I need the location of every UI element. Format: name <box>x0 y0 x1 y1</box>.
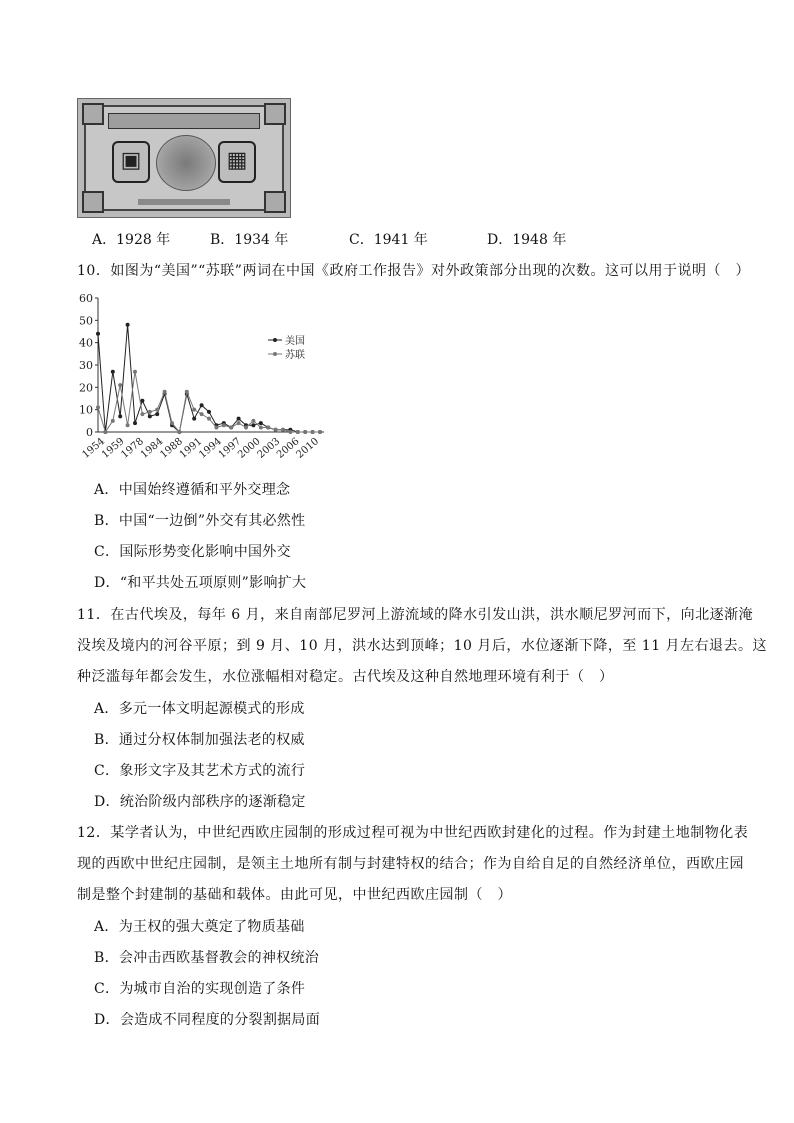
banknote-banner <box>108 113 260 129</box>
q10-option-a[interactable]: A．中国始终遵循和平外交理念 <box>94 482 291 498</box>
series-point-1 <box>177 430 181 434</box>
series-point-0 <box>155 412 159 416</box>
series-point-1 <box>259 426 263 430</box>
series-point-1 <box>148 410 152 414</box>
series-point-1 <box>133 370 137 374</box>
q12-stem-line-3: 制是整个封建制的基础和载体。由此可见，中世纪西欧庄园制（ ） <box>77 887 512 903</box>
q10-line-chart <box>72 288 332 468</box>
y-tick-label: 40 <box>79 336 93 350</box>
q11-stem-line-2: 没埃及境内的河谷平原；到 9 月、10 月，洪水达到顶峰；10 月后，水位逐渐下降，至 11 月左右退去。这 <box>77 638 768 654</box>
series-point-1 <box>96 405 100 409</box>
series-point-1 <box>126 423 130 427</box>
series-point-1 <box>222 423 226 427</box>
y-tick-label: 50 <box>79 314 93 328</box>
q10-option-b[interactable]: B．中国“一边倒”外交有其必然性 <box>94 513 306 529</box>
series-point-1 <box>163 390 167 394</box>
series-point-1 <box>266 426 270 430</box>
series-point-0 <box>148 414 152 418</box>
banknote-seal-right: ▦ <box>218 141 256 183</box>
x-tick-label: 1978 <box>119 436 146 461</box>
q10-option-c[interactable]: C．国际形势变化影响中国外交 <box>94 544 291 560</box>
series-point-0 <box>200 403 204 407</box>
series-point-1 <box>103 430 107 434</box>
series-point-1 <box>207 417 211 421</box>
x-tick-label: 1954 <box>80 436 108 461</box>
banknote-corner <box>82 103 104 125</box>
q10-stem: 10．如图为“美国”“苏联”两词在中国《政府工作报告》对外政策部分出现的次数。这可以用于说明（ ） <box>77 263 750 279</box>
y-tick-label: 60 <box>79 292 93 305</box>
series-point-1 <box>311 430 315 434</box>
banknote-bottom-strip <box>138 199 230 205</box>
series-point-0 <box>251 423 255 427</box>
chart-svg <box>72 288 332 468</box>
series-point-0 <box>237 417 241 421</box>
series-point-1 <box>251 419 255 423</box>
series-point-0 <box>259 421 263 425</box>
series-point-1 <box>229 426 233 430</box>
series-point-1 <box>140 412 144 416</box>
x-tick-label: 1997 <box>216 436 244 461</box>
y-tick-label: 20 <box>79 381 93 395</box>
series-point-1 <box>303 430 307 434</box>
series-point-1 <box>281 428 285 432</box>
q11-option-d[interactable]: D．统治阶级内部秩序的逐渐稳定 <box>94 794 306 810</box>
series-point-0 <box>192 417 196 421</box>
series-point-1 <box>274 428 278 432</box>
q12-stem-line-1: 12．某学者认为，中世纪西欧庄园制的形成过程可视为中世纪西欧封建化的过程。作为封建土地制物化表 <box>77 825 749 841</box>
q12-option-b[interactable]: B．会冲击西欧基督教会的神权统治 <box>94 950 320 966</box>
legend-marker-0 <box>273 338 277 342</box>
q12-option-c[interactable]: C．为城市自治的实现创造了条件 <box>94 981 306 997</box>
q12-option-a[interactable]: A．为王权的强大奠定了物质基础 <box>94 919 305 935</box>
q11-stem-line-3: 种泛滥每年都会发生，水位涨幅相对稳定。古代埃及这种自然地理环境有利于（ ） <box>77 669 614 685</box>
x-tick-label: 2000 <box>236 436 263 461</box>
series-point-0 <box>111 370 115 374</box>
q9-option-d[interactable]: D．1948 年 <box>487 232 567 248</box>
x-tick-label: 2003 <box>255 436 283 461</box>
legend-label-0: 美国 <box>285 336 305 347</box>
series-point-0 <box>96 332 100 336</box>
q11-option-a[interactable]: A．多元一体文明起源模式的形成 <box>94 701 305 717</box>
q9-option-b[interactable]: B．1934 年 <box>210 232 289 248</box>
q9-option-c[interactable]: C．1941 年 <box>349 232 428 248</box>
q10-option-d[interactable]: D．“和平共处五项原则”影响扩大 <box>94 575 307 591</box>
y-tick-label: 0 <box>86 426 93 439</box>
y-tick-label: 10 <box>79 403 93 417</box>
legend-marker-1 <box>273 352 277 356</box>
series-point-0 <box>118 414 122 418</box>
series-point-1 <box>170 421 174 425</box>
banknote-corner <box>264 103 286 125</box>
series-point-1 <box>244 426 248 430</box>
series-point-1 <box>288 430 292 434</box>
banknote-image <box>77 98 291 218</box>
x-tick-label: 2006 <box>275 436 302 461</box>
series-point-1 <box>111 419 115 423</box>
x-tick-label: 1988 <box>158 436 185 461</box>
q12-stem-line-2: 现的西欧中世纪庄园制，是领主土地所有制与封建特权的结合；作为自给自足的自然经济单位，西欧庄园 <box>77 856 744 872</box>
series-point-1 <box>185 390 189 394</box>
x-tick-label: 2010 <box>294 436 322 461</box>
q12-option-d[interactable]: D．会造成不同程度的分裂割据局面 <box>94 1012 321 1028</box>
series-point-1 <box>118 383 122 387</box>
q9-option-a[interactable]: A．1928 年 <box>92 232 171 248</box>
series-point-1 <box>214 426 218 430</box>
banknote-corner <box>82 191 104 213</box>
series-point-0 <box>140 399 144 403</box>
y-tick-label: 30 <box>79 359 93 372</box>
series-point-0 <box>207 410 211 414</box>
series-point-1 <box>155 408 159 412</box>
legend-label-1: 苏联 <box>285 350 305 361</box>
banknote-emblem <box>156 135 216 191</box>
banknote-seal-left: ▣ <box>112 141 150 183</box>
series-point-0 <box>126 323 130 327</box>
q11-option-c[interactable]: C．象形文字及其艺术方式的流行 <box>94 763 306 779</box>
series-point-1 <box>296 430 300 434</box>
series-point-1 <box>192 408 196 412</box>
x-tick-label: 1984 <box>138 436 166 461</box>
series-point-0 <box>133 421 137 425</box>
banknote-corner <box>264 191 286 213</box>
q11-stem-line-1: 11．在古代埃及，每年 6 月，来自南部尼罗河上游流域的降水引发山洪，洪水顺尼罗河而下，向北逐渐淹 <box>77 607 754 623</box>
x-tick-label: 1994 <box>197 436 224 461</box>
series-point-1 <box>200 412 204 416</box>
x-tick-label: 1991 <box>177 436 205 461</box>
series-point-1 <box>237 421 241 425</box>
x-tick-label: 1959 <box>99 436 127 461</box>
series-point-1 <box>318 430 322 434</box>
series-line-1 <box>98 372 320 432</box>
q11-option-b[interactable]: B．通过分权体制加强法老的权威 <box>94 732 305 748</box>
